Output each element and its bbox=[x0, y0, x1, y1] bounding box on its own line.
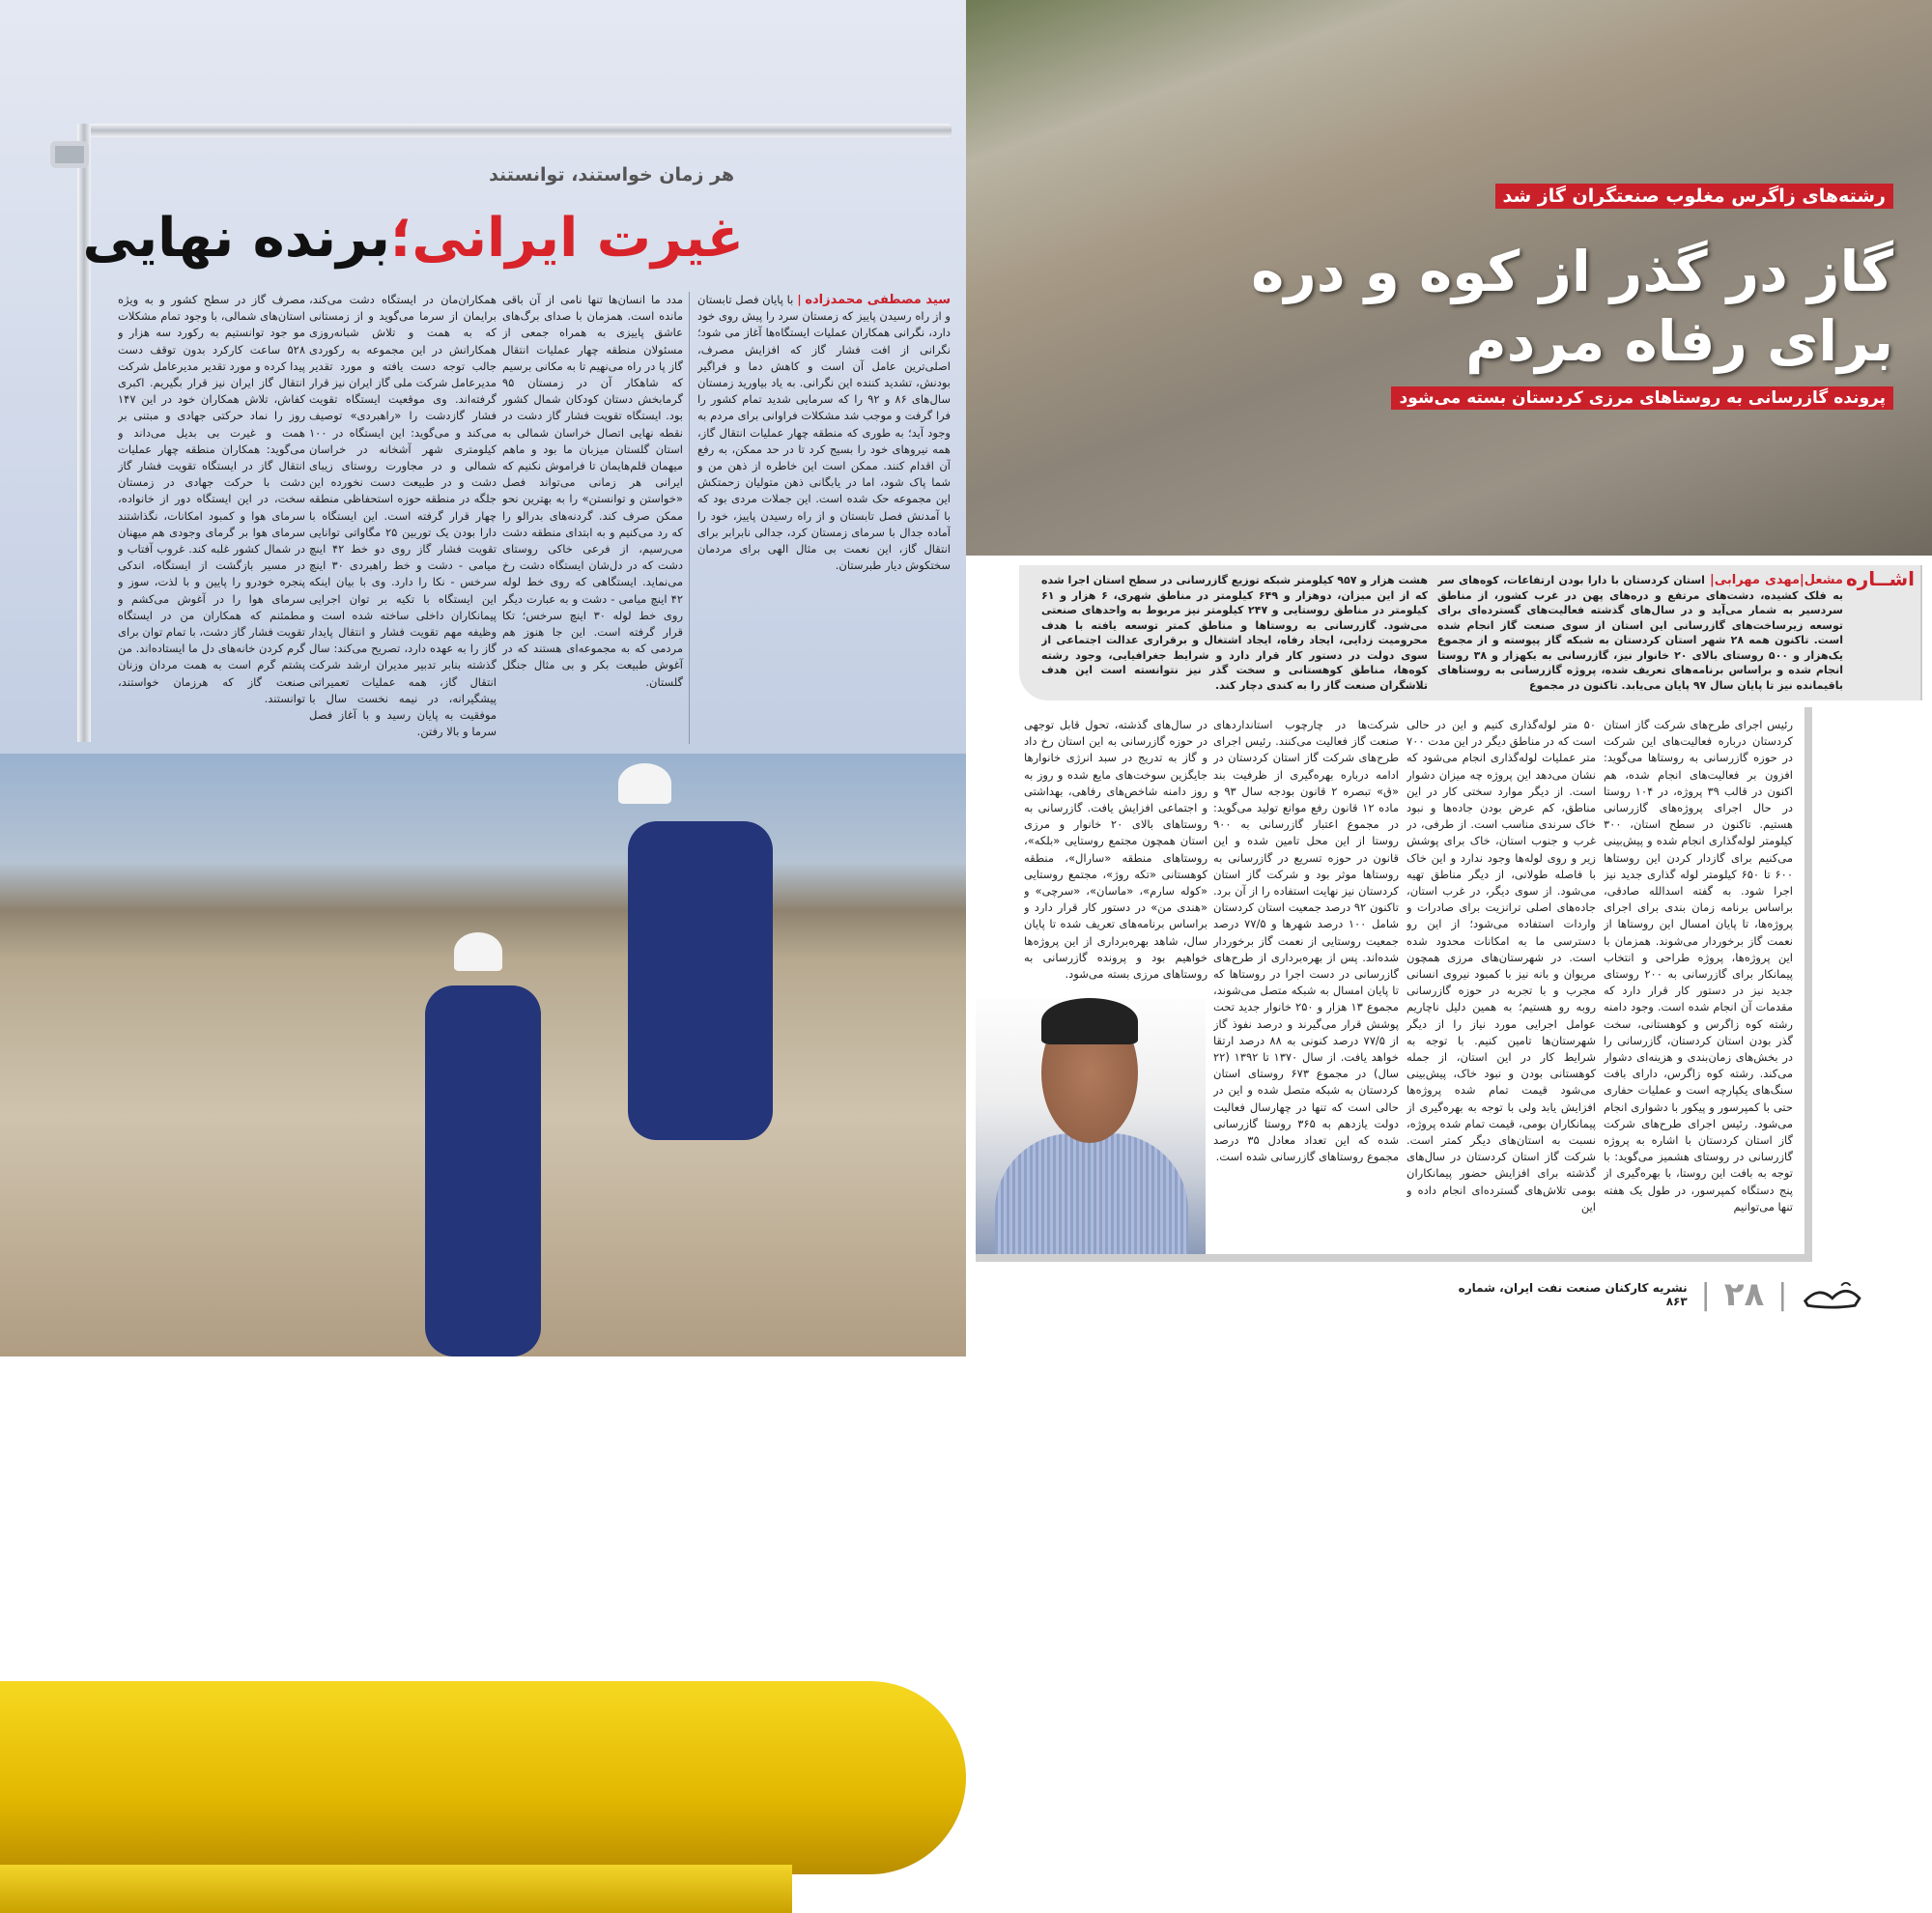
valve-icon bbox=[50, 141, 89, 168]
article-subtitle: پرونده گازرسانی به روستاهای مرزی کردستان بسته می‌شود bbox=[1391, 386, 1893, 410]
source: مشعل bbox=[1804, 573, 1843, 587]
title-line-2: برای رفاه مردم bbox=[1465, 308, 1893, 374]
article-kicker: هر زمان خواستند، توانستند bbox=[489, 164, 734, 186]
yellow-gas-pipe bbox=[0, 1681, 966, 1874]
byline-separator: | bbox=[1704, 573, 1715, 587]
decorative-pipe bbox=[77, 124, 952, 137]
author-byline: سید مصطفی محمدزاده bbox=[805, 293, 951, 307]
page-frame bbox=[1804, 707, 1812, 1262]
publication-name: نشریه کارکنان صنعت نفت ایران، شماره ۸۶۳ bbox=[1458, 1281, 1688, 1308]
body-column-2: ۵۰ متر لوله‌گذاری کنیم و این در حالی است که در مناطق دیگر در این مدت ۷۰۰ متر عملیات لوله‌گذاری انجام می‌شود که نشان می‌دهد این پروژه چه میزان دشوار است. از دیگر موارد سختی کار در این مناطق، کم عرض بودن جاده‌ها و نبود خاک سرندی مناسب است. از طرفی، در غرب و جنوب استان، خاک برای پوشش زیر و روی لوله‌ها وجود ندارد و این خاک با فاصله طولانی، از دیگر مناطق تهیه می‌شود. از سوی دیگر، در غرب استان، جاده‌های اصلی ترانزیت برای صادرات و واردات استفاده می‌شود؛ از این رو دسترسی ما به امکانات محدود شده است. در شهرستان‌های مرزی همچون مریوان و بانه نیز با کمبود نیروی انسانی مجرب و با تجربه در حوزه گازرسانی روبه رو هستیم؛ به همین دلیل ناچاریم عوامل اجرایی مورد نیاز را از دیگر شهرستان‌ها تامین کنیم. با توجه به شرایط کار در این استان، از جمله کوهستانی بودن و نبود خاک، پیش‌بینی می‌شود قیمت تمام شده پروژه‌ها افزایش یابد ولی با توجه به بهره‌گیری از پیمانکاران بومی، قیمت تمام شده پروژه، نسبت به استان‌های دیگر کمتر است. شرکت گاز استان کردستان در سال‌های گذشته برای افزایش حضور پیمانکاران بومی تلاش‌های گسترده‌ای انجام داده و این bbox=[1406, 718, 1596, 1213]
column-text: با پایان فصل تابستان و از راه رسیدن پاییز که زمستان سرد را پیش روی خود دارد، نگرانی همکاران عملیات ایستگاه‌ها آغاز می شود؛ نگرانی از افت فشار گاز که افزایش مصرف، اصلی‌ترین عامل آن است و کاهش دما و فراگیر بودنش، تشدید کننده این نگرانی. به یاد بیاورید زمستان سال‌های ۸۶ و ۹۲ را که سرمایی شدید تمام کشور را فرا گرفت و موجب شد مشکلات فراوانی برای مردم به وجود آید؛ به طوری که منطقه چهار عملیات انتقال گاز، همه نیروهای خود را بسیج کرد تا در حد ممکن، به رفع آن اقدام کنند. ممکن است این خاطره از ذهن من و شما پاک شود، اما در یابگانی ذهن متولیان زحمتکش این مجموعه حک شده است. این جملات مردی بود که با آمدنش فصل تابستان و از راه رسیدن پاییز، خود را آماده جدال با سرمای زمستان کرد، جدالی نابرابر برای انتقال گاز، این نعمت بی مثال الهی برای مردمان سختکوش دیار طبرستان. bbox=[697, 293, 951, 573]
gas-station-workers-photo bbox=[0, 754, 966, 1356]
title-line-1: گاز در گذر از کوه و دره bbox=[1251, 239, 1893, 304]
mashal-logo-icon bbox=[1801, 1277, 1864, 1312]
yellow-pipe-lower bbox=[0, 1865, 792, 1913]
helmet bbox=[618, 763, 671, 804]
divider: | bbox=[1700, 1277, 1711, 1312]
author-byline: مهدی مهرابی bbox=[1714, 573, 1801, 587]
article-kicker: رشته‌های زاگرس مغلوب صنعتگران گاز شد bbox=[1495, 184, 1893, 209]
page-frame-bottom bbox=[976, 1254, 1812, 1262]
worker-figure bbox=[628, 821, 773, 1140]
page-footer bbox=[1449, 1275, 1864, 1314]
helmet bbox=[454, 932, 502, 971]
title-red: غیرت ایرانی؛ bbox=[389, 207, 744, 270]
article-title bbox=[1251, 237, 1893, 376]
body-column-1 bbox=[697, 292, 951, 744]
page-number: ۲۸ bbox=[1723, 1275, 1765, 1314]
note-label: اشــاره bbox=[1845, 567, 1915, 590]
body-column-1: رئیس اجرای طرح‌های شرکت گاز استان کردستان درباره فعالیت‌های این شرکت در حوزه گازرسانی به روستاها می‌گوید: افزون بر فعالیت‌های انجام شده، هم اکنون در قالب ۳۹ پروژه، در ۱۰۴ روستا در حال اجرای پروژه‌های گازرسانی هستیم. تاکنون در سطح استان، ۳۰۰ کیلومتر لوله‌گذاری انجام شده و پیش‌بینی می‌کنیم برای گازدار کردن این روستاها ۶۰۰ تا ۶۵۰ کیلومتر لوله گذاری جدید نیز اجرا شود. به گفته اسدالله صادقی، براساس برنامه زمان بندی برای اجرای پروژه‌ها، تا پایان امسال این روستاها از نعمت گاز برخوردار می‌شوند. همزمان با این پروژه‌ها، پروژه طراحی و انتخاب پیمانکار برای گازرسانی به ۲۰۰ روستای جدید نیز در دستور کار قرار دارد که مقدمات آن انجام شده است. وجود دامنه رشته کوه زاگرس و کوهستانی، سخت گذر بودن استان کردستان، گازرسانی را در بخش‌های زمان‌بندی و هزینه‌ای دشوار می‌کند. رشته کوه زاگرس، دارای بافت سنگ‌های یکپارچه است و عملیات حفاری حتی با کمپرسور و پیکور با دشواری انجام می‌شود. رئیس اجرای طرح‌های شرکت گاز استان کردستان با اشاره به پروژه گازرسانی در روستای هشمیز می‌گوید: با توجه به بافت این روستا، با بهره‌گیری از پنج دستگاه کمپرسور، در طول یک هفته تنها می‌توانیم bbox=[1604, 718, 1793, 1213]
note-column-2: هشت هزار و ۹۵۷ کیلومتر شبکه توزیع گازرسانی در سطح استان اجرا شده که از این میزان، دوهزار و ۶۴۹ کیلومتر در مناطق شهری، ۶ هزار و ۶۱ کیلومتر در مناطق روستایی و ۲۴۷ کیلومتر نیز مربوط به واحدهای صنعتی می‌شود. گازرسانی به روستاها و مناطق کمتر توسعه یافته با هدف محرومیت زدایی، ایجاد رفاه، ایجاد اشتغال و برقراری عدالت اجتماعی از سوی دولت در دستور کار قرار دارد و شرایط جغرافیایی، وجود رشته کوه‌ها، مناطق کوهستانی و سخت گذر نیز نتوانسته است این هدف تلاشگران صنعت گاز را به کندی دچار کند. bbox=[1041, 574, 1428, 692]
title-black: برنده نهایی bbox=[82, 207, 390, 270]
body-column-4: در سال‌های گذشته، تحول قابل توجهی در حوزه گازرسانی به این استان رخ داد و گاز به تدریج در سبد انرژی خانوارها جایگزین سوخت‌های مایع شده و روز به روز دامنه شاخص‌های رفاهی، بهداشتی و اجتماعی افزایش یافت. گازرسانی به روستاهای بالای ۲۰ خانوار و مرزی استان همچون مجتمع روستایی «بلکه»، روستاهای منطقه «سارال»، منطقه کوهستانی «تکه روژ»، مجتمع روستایی «کوله سارم»، «ماسان»، «سرچی» و «هندی من» در دستور کار قرار دارد و براساس برنامه‌های تعریف شده تا پایان سال، شاهد بهره‌برداری از این پروژه‌ها خواهیم بود و پرونده گازرسانی به روستاهای مرزی بسته می‌شود. bbox=[1024, 718, 1208, 982]
hair bbox=[1041, 998, 1138, 1044]
byline-separator: | bbox=[1800, 573, 1804, 587]
shirt bbox=[995, 1133, 1188, 1254]
worker-figure bbox=[425, 985, 541, 1356]
note-column-1 bbox=[1437, 573, 1843, 697]
divider: | bbox=[1777, 1277, 1788, 1312]
byline-separator: | bbox=[793, 293, 802, 306]
body-column-3: همکاران‌مان در ایستگاه دشت می‌کند، برایمان از سرما می‌گوید و از زمستانی که به همت و تلاش شبانه‌روزی همکارانش در این مجموعه به رکوردی جالب توجه دست یافته و مورد تقدیر مدیرعامل شرکت ملی گاز ایران نیز قرار گرفته‌اند. وی موقعیت ایستگاه تقویت فشار گازدشت را «راهبردی» توصیف می‌کند و می‌گوید: این ایستگاه در ۱۰۰ کیلومتری شهر آشخانه در خراسان شمالی و در مجاورت روستای زیبای دشت و در طبیعت دست نخورده این جلگه در منطقه حوزه استحفاظی منطقه چهار قرار گرفته است. این ایستگاه با دارا بودن یک توربین ۲۵ مگاواتی توانایی تقویت فشار گاز روی دو خط ۴۲ اینچ میامی - دشت و خط راهبردی ۳۰ اینچ سرخس - نکا را دارد. وی با بیان اینکه این ایستگاه با تکیه بر توان اجرایی پیمانکاران داخلی ساخته شده است و وظیفه مهم تقویت فشار و انتقال پایدار گاز را به عهده دارد، تصریح می‌کند: سال گذشته بنابر تدبیر مدیران ارشد شرکت انتقال گاز، همه عملیات تعمیراتی پیشگیرانه، در نیمه نخست سال با موفقیت به پایان رسید و با آغاز فصل سرما و بالا رفتن. bbox=[309, 293, 497, 739]
body-column-3: شرکت‌ها در چارچوب استانداردهای صنعت گاز فعالیت می‌کنند. رئیس اجرای طرح‌های شرکت گاز استان کردستان در ادامه درباره بهره‌گیری از ظرفیت بند «ق» تبصره ۲ قانون بودجه سال ۹۳ و ماده ۱۲ قانون رفع موانع تولید می‌گوید: در مجموع اعتبار گازرسانی به ۹۰۰ روستا از این محل تامین شده و این قانون در حوزه تسریع در گازرسانی به روستاها موثر بود و شرکت گاز استان کردستان نیز نهایت استفاده را از آن برد. تاکنون ۹۲ درصد جمعیت استان کردستان شامل ۱۰۰ درصد شهرها و ۷۷/۵ درصد جمعیت روستایی از نعمت گاز برخوردار شده‌اند. پس از بهره‌برداری از طرح‌های گازرسانی در دست اجرا در روستاها که تا پایان امسال به شبکه متصل می‌شوند، مجموع ۱۳ هزار و ۲۵۰ خانوار جدید تحت پوشش قرار می‌گیرند و درصد نفوذ گاز از ۷۷/۵ درصد کنونی به ۸۸ درصد ارتقا خواهد یافت. از سال ۱۳۷۰ تا ۱۳۹۲ (۲۲ سال) در مجموع ۶۷۳ روستای استان کردستان به شبکه متصل شده و این در حالی است که تنها در چهارسال فعالیت دولت یازدهم به ۳۶۵ روستا گازرسانی شده که این تعداد معادل ۳۵ درصد مجموع روستاهای گازرسانی شده است. bbox=[1213, 718, 1399, 1164]
pipeline-digging-photo bbox=[966, 0, 1932, 556]
article-title bbox=[82, 205, 744, 272]
note-text: استان کردستان با دارا بودن ارتفاعات، کوه‌های سر به فلک کشیده، دشت‌های مرتفع و دره‌های پهن در غرب کشور، از مناطق سردسیر به شمار می‌آید و در سال‌های گذشته فعالیت‌های گسترده‌ای برای توسعه زیرساخت‌های گازرسانی این استان از سوی صنعت گاز انجام شده است. تاکنون همه ۲۸ شهر استان کردستان به شبکه گاز پیوسته و از مجموع یک‌هزار و ۵۰۰ روستای بالای ۲۰ خانوار نیز، گازرسانی به یکهزار و ۳۸ روستا انجام شده و براساس برنامه‌های تعریف شده، پروژه گازرسانی به روستاهای باقیمانده نیز تا پایان سال ۹۷ پایان می‌یابد. تاکنون در مجموع bbox=[1437, 574, 1843, 692]
body-column-2: مدد ما انسان‌ها تنها نامی از آن باقی مانده است. همزمان با صدای برگ‌های عاشق پاییزی به همراه جمعی از مسئولان منطقه چهار عملیات انتقال گاز پا در راه می‌نهیم تا به مکانی برسیم که شاهکار آن در زمستان ۹۵ گرمابخش دستان کودکان شمال کشور بود. ایستگاه تقویت فشار گاز دشت در نقطه نهایی اتصال خراسان شمالی به استان گلستان میزبان ما بود و ماهم میهمان قلم‌هایمان تا فراموش نکنیم که ایرانی هر زمانی می‌تواند فصل «خواستن و توانستن» را به بهترین نحو ممکن صرف کند. گردنه‌های بدرالو را که رد می‌کنیم و به ابتدای منطقه دشت می‌رسیم، از فرعی خاکی روستای دشت که در دل‌شان ایستگاه دشت رخ می‌نماید. ایستگاهی که روی خط لوله ۴۲ اینچ میامی - دشت و به عبارت دیگر روی خط لوله ۳۰ اینچ سرخس؛ تکا قرار گرفته است. این جا هنوز هم مردمی که به مجموعه‌ای هستند که در آغوش طبیعت بکر و بی مثال جنگل گلستان. bbox=[502, 292, 690, 744]
interviewee-portrait bbox=[976, 998, 1206, 1254]
intro-note-box bbox=[1019, 565, 1922, 700]
body-column-4: مصرف گاز در سطح کشور و به ویژه استان‌های شمالی، با وجود تمام مشکلات مو جود توانستیم به رکورد سه هزار و ۵۲۸ ساعت کارکرد بدون توقف دست پیدا کرده و مورد تقدیر مدیرعامل شرکت انتقال گاز ایران نیز قرار بگیریم. اکبری کفاش، تلاش همکاران خود در این ۱۴۷ روز را نماد حرکتی جهادی و مبتنی بر همت و غیرت بی بدیل می‌داند و می‌گوید: همکاران منطقه چهار عملیات انتقال گاز در ایستگاه تقویت فشار گاز دشت با حرکت جهادی در زمستان سخت، در این ایستگاه دور از خانواده، سرمای هوا و کمبود امکانات، نگذاشتند سرمای هوا بر گرمای وجودی هم میهنان در شمال کشور غلبه کند. غروب آفتاب و در مسیر بازگشت از ایستگاه، اندکی پنجره خودرو را پایین و با لذت، سوز و سرمای هوا را در آغوش می‌کشم و مطمئنم که همکاران من در ایستگاه تقویت فشار گاز دشت، با تمام توان برای گرم کردن خانه‌های دل ما ایستاده‌اند. من پشتم گرم است به همت مردان وزنان صنعت گاز که هرزمان خواستند، توانستند. bbox=[118, 293, 305, 705]
